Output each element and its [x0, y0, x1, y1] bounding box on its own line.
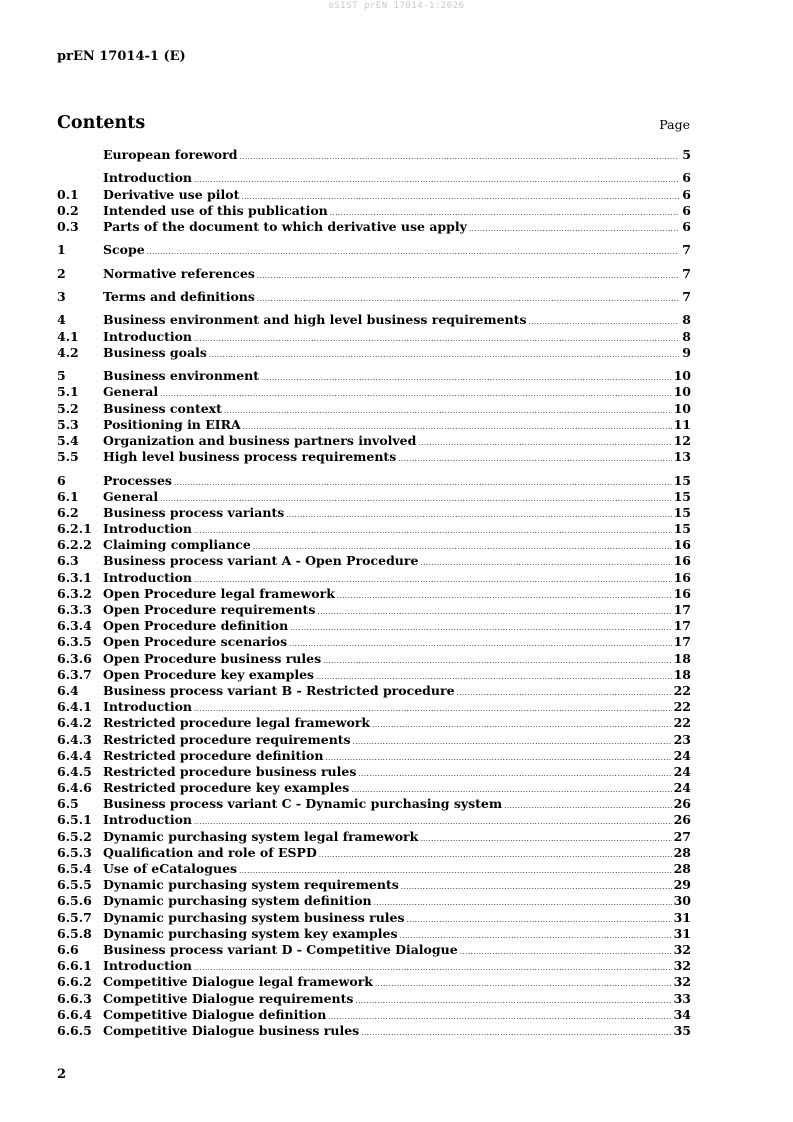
toc-entry-number: 4 — [57, 312, 66, 328]
toc-leader-dots — [194, 172, 679, 188]
toc-entry-page: 18 — [673, 650, 691, 666]
toc-entry-title: Dynamic purchasing system definition — [103, 893, 372, 909]
toc-entry-page: 6 — [682, 170, 691, 186]
toc-entry-page: 8 — [682, 328, 691, 344]
toc-entry-number: 0.3 — [57, 218, 79, 234]
toc-entry[interactable] — [57, 974, 691, 990]
toc-entry-title: Restricted procedure legal framework — [103, 715, 371, 731]
toc-entry[interactable] — [57, 699, 691, 715]
toc-entry-page: 6 — [682, 218, 691, 234]
toc-entry-number: 6.1 — [57, 488, 79, 504]
toc-leader-dots — [194, 523, 672, 539]
toc-entry-number: 6.6.5 — [57, 1022, 92, 1038]
toc-entry[interactable] — [57, 553, 691, 569]
toc-entry-title: Open Procedure key examples — [103, 666, 315, 682]
toc-entry-number: 6.5.6 — [57, 893, 92, 909]
toc-entry-page: 16 — [673, 537, 691, 553]
toc-entry-title: Derivative use pilot — [103, 186, 240, 202]
toc-entry-number: 6.5.7 — [57, 909, 92, 925]
toc-leader-dots — [289, 636, 671, 652]
toc-entry[interactable] — [57, 473, 691, 489]
toc-leader-dots — [469, 221, 679, 237]
toc-entry-title: Processes — [103, 472, 172, 488]
toc-entry[interactable] — [57, 812, 691, 828]
toc-entry-page: 28 — [673, 861, 691, 876]
toc-entry-number: 1 — [57, 242, 66, 258]
toc-entry[interactable] — [57, 1007, 691, 1023]
toc-entry[interactable] — [57, 764, 691, 780]
toc-entry-page: 31 — [673, 925, 691, 941]
toc-entry-page: 32 — [673, 974, 691, 990]
toc-entry-page: 28 — [673, 844, 691, 860]
toc-entry-title: Open Procedure requirements — [103, 602, 316, 617]
toc-entry-title: Introduction — [103, 958, 193, 974]
toc-entry[interactable] — [57, 958, 691, 974]
toc-entry[interactable] — [57, 187, 691, 203]
toc-leader-dots — [353, 734, 672, 750]
toc-leader-dots — [401, 879, 672, 895]
toc-entry-title: Business process variant C - Dynamic purchasing system — [103, 796, 503, 812]
toc-leader-dots — [261, 370, 672, 386]
toc-entry-title: Introduction — [103, 812, 193, 828]
toc-entry-number: 6.4.6 — [57, 780, 92, 796]
toc-entry-number: 4.2 — [57, 344, 79, 360]
toc-entry-page: 15 — [673, 488, 691, 504]
toc-entry-number: 0.1 — [57, 186, 79, 202]
toc-leader-dots — [504, 798, 671, 814]
toc-entry-page: 9 — [682, 344, 691, 360]
toc-entry-page: 11 — [673, 416, 691, 432]
toc-entry-title: Competitive Dialogue business rules — [103, 1022, 360, 1038]
toc-entry[interactable] — [57, 877, 691, 893]
toc-entry-page: 17 — [673, 634, 691, 650]
toc-entry-page: 17 — [673, 618, 691, 634]
toc-entry-title: Dynamic purchasing system business rules — [103, 909, 405, 925]
toc-entry-page: 16 — [673, 585, 691, 601]
toc-entry-number: 6.6.4 — [57, 1006, 92, 1022]
toc-entry-page: 7 — [682, 242, 691, 258]
toc-entry-number: 6.3.7 — [57, 666, 92, 682]
toc-entry-number: 6.6.3 — [57, 990, 92, 1006]
toc-entry-page: 8 — [682, 312, 691, 328]
toc-entry-page: 10 — [673, 384, 691, 400]
toc-entry-page: 34 — [673, 1006, 691, 1022]
toc-entry[interactable] — [57, 602, 691, 618]
toc-entry-number: 6.3.4 — [57, 618, 92, 634]
toc-entry-page: 10 — [673, 400, 691, 416]
toc-entry-page: 6 — [682, 202, 691, 218]
toc-entry-title: Claiming compliance — [103, 537, 251, 553]
toc-entry[interactable] — [57, 266, 691, 282]
toc-leader-dots — [224, 403, 672, 419]
toc-entry-page: 7 — [682, 289, 691, 305]
toc-entry-page: 15 — [673, 472, 691, 488]
toc-entry-number: 6.2.2 — [57, 537, 92, 553]
toc-leader-dots — [239, 149, 679, 165]
toc-entry-title: Terms and definitions — [103, 289, 255, 305]
toc-leader-dots — [323, 653, 671, 669]
toc-entry[interactable] — [57, 991, 691, 1007]
toc-leader-dots — [372, 717, 672, 733]
toc-entry-page: 24 — [673, 747, 691, 763]
toc-entry-number: 6.3 — [57, 553, 79, 569]
toc-leader-dots — [337, 588, 672, 604]
toc-entry-number: 6.3.5 — [57, 634, 92, 650]
toc-entry-title: Restricted procedure requirements — [103, 731, 351, 747]
toc-entry-page: 17 — [673, 602, 691, 617]
toc-entry[interactable] — [57, 449, 691, 465]
toc-entry-title: Parts of the document to which derivative use apply — [103, 218, 467, 234]
toc-entry-title: High level business process requirements — [103, 449, 397, 465]
toc-entry-title: Qualification and role of ESPD — [103, 844, 317, 860]
toc-entry-title: Scope — [103, 242, 145, 258]
toc-entry-page: 35 — [673, 1022, 691, 1038]
toc-entry-title: General — [103, 384, 159, 400]
toc-entry[interactable] — [57, 910, 691, 926]
toc-entry-number: 5.4 — [57, 432, 79, 448]
toc-entry-title: Business environment — [103, 368, 260, 384]
toc-entry[interactable] — [57, 219, 691, 235]
toc-leader-dots — [174, 475, 672, 491]
toc-entry-number: 6.5.4 — [57, 861, 92, 876]
toc-entry-number: 6.4.5 — [57, 763, 92, 779]
toc-entry-title: Use of eCatalogues — [103, 861, 238, 876]
toc-entry[interactable] — [57, 667, 691, 683]
toc-entry-number: 6.3.1 — [57, 569, 92, 585]
toc-leader-dots — [374, 895, 672, 911]
toc-entry-number: 5.5 — [57, 449, 79, 465]
toc-leader-dots — [358, 766, 671, 782]
toc-entry-title: General — [103, 488, 159, 504]
toc-entry-number: 6.6.2 — [57, 974, 92, 990]
toc-leader-dots — [420, 555, 671, 571]
toc-entry[interactable] — [57, 748, 691, 764]
toc-entry-title: Open Procedure business rules — [103, 650, 322, 666]
toc-entry[interactable] — [57, 586, 691, 602]
toc-entry-number: 6.2 — [57, 504, 79, 520]
toc-entry[interactable] — [57, 289, 691, 305]
watermark: oSIST prEN 17014-1:2026 — [328, 1, 465, 11]
toc-entry-number: 6.3.3 — [57, 602, 92, 617]
toc-entry-title: Business goals — [103, 344, 207, 360]
toc-entry-title: Intended use of this publication — [103, 202, 328, 218]
toc-entry-number: 5 — [57, 368, 66, 384]
toc-entry-number: 6.6 — [57, 941, 79, 957]
toc-leader-dots — [457, 685, 672, 701]
toc-leader-dots — [317, 604, 671, 620]
toc-leader-dots — [160, 386, 671, 402]
toc-entry-title: Open Procedure scenarios — [103, 634, 288, 650]
toc-entry-number: 6.4.2 — [57, 715, 92, 731]
toc-entry-title: Introduction — [103, 521, 193, 537]
toc-entry[interactable] — [57, 312, 691, 328]
toc-entry[interactable] — [57, 401, 691, 417]
toc-leader-dots — [290, 620, 671, 636]
toc-leader-dots — [257, 291, 679, 307]
toc-entry-page: 30 — [673, 893, 691, 909]
toc-entry-number: 5.1 — [57, 384, 79, 400]
toc-entry-page: 16 — [673, 569, 691, 585]
toc-entry-title: Business process variant B - Restricted procedure — [103, 682, 455, 698]
toc-entry-title: Introduction — [103, 328, 193, 344]
toc-entry-number: 6.2.1 — [57, 521, 92, 537]
toc-entry[interactable] — [57, 537, 691, 553]
toc-entry-title: Competitive Dialogue requirements — [103, 990, 354, 1006]
toc-leader-dots — [286, 507, 671, 523]
toc-entry-page: 29 — [673, 877, 691, 893]
toc-entry-title: Positioning in EIRA — [103, 416, 241, 432]
toc-entry[interactable] — [57, 242, 691, 258]
toc-entry[interactable] — [57, 147, 691, 163]
toc-entry-number: 5.2 — [57, 400, 79, 416]
toc-entry-page: 7 — [682, 265, 691, 281]
toc-entry-title: Business process variants — [103, 504, 285, 520]
toc-entry[interactable] — [57, 1023, 691, 1039]
toc-entry-page: 12 — [673, 432, 691, 448]
page-column-label: Page — [659, 117, 690, 132]
toc-entry-number: 6 — [57, 472, 66, 488]
toc-entry-number: 4.1 — [57, 328, 79, 344]
toc-entry-title: Business process variant D - Competitive Dialogue — [103, 941, 458, 957]
toc-entry-title: Competitive Dialogue definition — [103, 1006, 327, 1022]
toc-leader-dots — [328, 1009, 671, 1025]
toc-entry[interactable] — [57, 893, 691, 909]
toc-leader-dots — [325, 750, 671, 766]
toc-entry-number: 6.5.1 — [57, 812, 92, 828]
toc-entry-title: Dynamic purchasing system legal framework — [103, 828, 419, 844]
toc-entry-title: Dynamic purchasing system key examples — [103, 925, 398, 941]
toc-leader-dots — [194, 331, 679, 347]
toc-entry[interactable] — [57, 618, 691, 634]
toc-entry-number: 2 — [57, 265, 66, 281]
toc-entry-number: 6.5 — [57, 796, 79, 812]
toc-entry-title: Introduction — [103, 699, 193, 715]
toc-entry-title: European foreword — [103, 147, 238, 162]
toc-leader-dots — [209, 347, 679, 363]
toc-entry[interactable] — [57, 521, 691, 537]
toc-entry[interactable] — [57, 417, 691, 433]
toc-leader-dots — [420, 831, 671, 847]
toc-entry-number: 6.6.1 — [57, 958, 92, 974]
toc-entry[interactable] — [57, 861, 691, 877]
toc-entry-page: 15 — [673, 521, 691, 537]
toc-entry-title: Normative references — [103, 265, 255, 281]
toc-entry[interactable] — [57, 651, 691, 667]
toc-entry-page: 5 — [682, 147, 691, 162]
toc-entry-title: Open Procedure legal framework — [103, 585, 335, 601]
toc-entry-number: 0.2 — [57, 202, 79, 218]
toc-entry-number: 6.4 — [57, 682, 79, 698]
toc-entry-title: Restricted procedure definition — [103, 747, 324, 763]
toc-entry-number: 6.4.3 — [57, 731, 92, 747]
toc-entry-title: Business environment and high level business requirements — [103, 312, 527, 328]
toc-entry[interactable] — [57, 345, 691, 361]
toc-entry-title: Restricted procedure key examples — [103, 780, 350, 796]
toc-entry-number: 6.4.4 — [57, 747, 92, 763]
toc-leader-dots — [257, 268, 679, 284]
toc-leader-dots — [460, 944, 672, 960]
toc-entry-title: Open Procedure definition — [103, 618, 289, 634]
toc-leader-dots — [418, 435, 671, 451]
toc-entry-title: Introduction — [103, 569, 193, 585]
toc-entry-number: 6.5.5 — [57, 877, 92, 893]
toc-entry[interactable] — [57, 203, 691, 219]
toc-entry-number: 6.5.8 — [57, 925, 92, 941]
toc-entry-title: Competitive Dialogue legal framework — [103, 974, 373, 990]
toc-entry[interactable] — [57, 732, 691, 748]
toc-entry-number: 6.3.2 — [57, 585, 92, 601]
toc-entry[interactable] — [57, 683, 691, 699]
toc-entry-title: Business context — [103, 400, 222, 416]
document-id: prEN 17014-1 (E) — [57, 49, 186, 64]
toc-entry[interactable] — [57, 829, 691, 845]
toc-leader-dots — [398, 451, 671, 467]
toc-entry[interactable] — [57, 329, 691, 345]
toc-entry-page: 13 — [673, 449, 691, 465]
toc-entry[interactable] — [57, 796, 691, 812]
toc-entry-page: 26 — [673, 812, 691, 828]
toc-entry[interactable] — [57, 170, 691, 186]
toc-entry[interactable] — [57, 634, 691, 650]
toc-entry-page: 32 — [673, 941, 691, 957]
toc-entry-title: Organization and business partners involved — [103, 432, 417, 448]
toc-entry[interactable] — [57, 926, 691, 942]
toc-entry-number: 6.5.3 — [57, 844, 92, 860]
toc-entry-page: 22 — [673, 715, 691, 731]
toc-entry-number: 6.4.1 — [57, 699, 92, 715]
toc-entry-number: 5.3 — [57, 416, 79, 432]
toc-entry-title: Restricted procedure business rules — [103, 763, 357, 779]
toc-entry[interactable] — [57, 505, 691, 521]
toc-leader-dots — [319, 847, 672, 863]
toc-entry[interactable] — [57, 489, 691, 505]
toc-entry-page: 22 — [673, 682, 691, 698]
toc-entry-title: Dynamic purchasing system requirements — [103, 877, 399, 893]
toc-entry-number: 3 — [57, 289, 66, 305]
toc-entry-number: 6.3.6 — [57, 650, 92, 666]
toc-entry-title: Introduction — [103, 170, 193, 186]
toc-entry-page: 10 — [673, 368, 691, 384]
toc-entry-page: 27 — [673, 828, 691, 844]
toc-leader-dots — [355, 993, 671, 1009]
toc-entry[interactable] — [57, 384, 691, 400]
toc-leader-dots — [147, 244, 679, 260]
table-of-contents — [57, 147, 691, 1039]
toc-leader-dots — [361, 1025, 671, 1041]
toc-entry-number: 6.5.2 — [57, 828, 92, 844]
toc-entry-page: 24 — [673, 780, 691, 796]
contents-title: Contents — [57, 113, 146, 133]
toc-entry-page: 16 — [673, 553, 691, 569]
toc-entry[interactable] — [57, 433, 691, 449]
toc-leader-dots — [529, 314, 680, 330]
toc-entry-page: 31 — [673, 909, 691, 925]
toc-entry[interactable] — [57, 780, 691, 796]
page-number: 2 — [57, 1067, 67, 1082]
toc-entry-page: 22 — [673, 699, 691, 715]
toc-entry[interactable] — [57, 942, 691, 958]
toc-entry-page: 32 — [673, 958, 691, 974]
toc-leader-dots — [375, 976, 672, 992]
toc-entry-page: 26 — [673, 796, 691, 812]
toc-entry[interactable] — [57, 368, 691, 384]
toc-entry-page: 33 — [673, 990, 691, 1006]
toc-entry-page: 6 — [682, 186, 691, 202]
toc-entry-page: 24 — [673, 763, 691, 779]
toc-entry-page: 18 — [673, 666, 691, 682]
toc-entry-title: Business process variant A - Open Procedure — [103, 553, 419, 569]
toc-entry[interactable] — [57, 845, 691, 861]
toc-entry[interactable] — [57, 715, 691, 731]
toc-entry-page: 23 — [673, 731, 691, 747]
toc-leader-dots — [407, 912, 672, 928]
toc-entry-page: 15 — [673, 504, 691, 520]
toc-entry[interactable] — [57, 570, 691, 586]
